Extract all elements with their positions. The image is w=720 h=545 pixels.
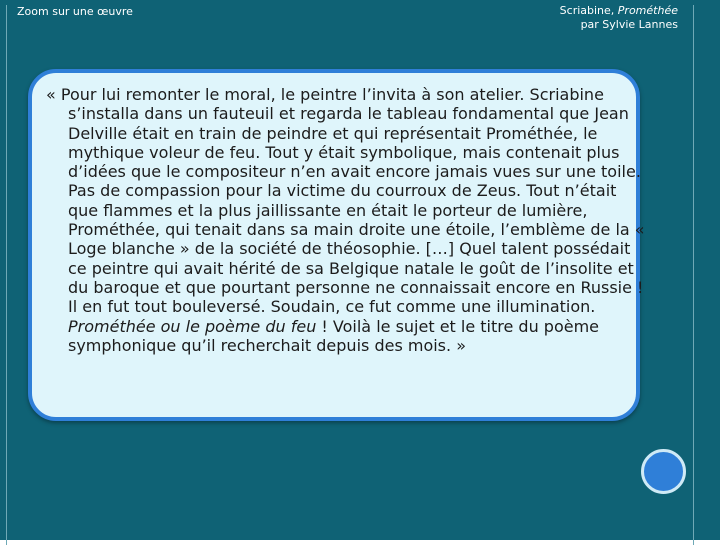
header-right-title [560, 4, 678, 32]
quote-text [46, 85, 648, 355]
header-right-line2: par Sylvie Lannes [580, 18, 678, 31]
quote-text-italic: Prométhée ou le poème du feu [68, 316, 317, 336]
quote-text-before: « Pour lui remonter le moral, le peintre l’invita à son atelier. Scriabine s’installa dans un fauteuil et regarda le tableau fondamental que Jean Delville était en train de peindre et qui représentait Prométhée, le mythique voleur de feu. Tout y était symbolique, mais contenait plus d’idées que le compositeur n’en avait encore jamais vues sur une toile. Pas de compassion pour la victime du courroux de Zeus. Tout n’était que flammes et la plus jaillissante en était le porteur de lumière, Prométhée, qui tenait dans sa main droite une étoile, l’emblème de la « Loge blanche » de la société de théosophie. […] Quel talent possédait ce peintre qui avait hérité de sa Belgique natale le goût de l’insolite et du baroque et que pourtant personne ne connaissait encore en Russie ! Il en fut tout bouleversé. Soudain, ce fut comme une illumination. [46, 85, 645, 317]
decorative-circle [641, 449, 686, 494]
header-right-prefix: Scriabine, [559, 4, 618, 17]
header-left-title: Zoom sur une œuvre [17, 5, 133, 18]
header-right-italic: Prométhée [617, 4, 678, 17]
quote-box [28, 69, 645, 421]
header-right-line1 [560, 4, 678, 18]
quote-text-after: ! Voilà le sujet et le titre du poème symphonique qu’il recherchait depuis des mois. » [68, 316, 600, 355]
